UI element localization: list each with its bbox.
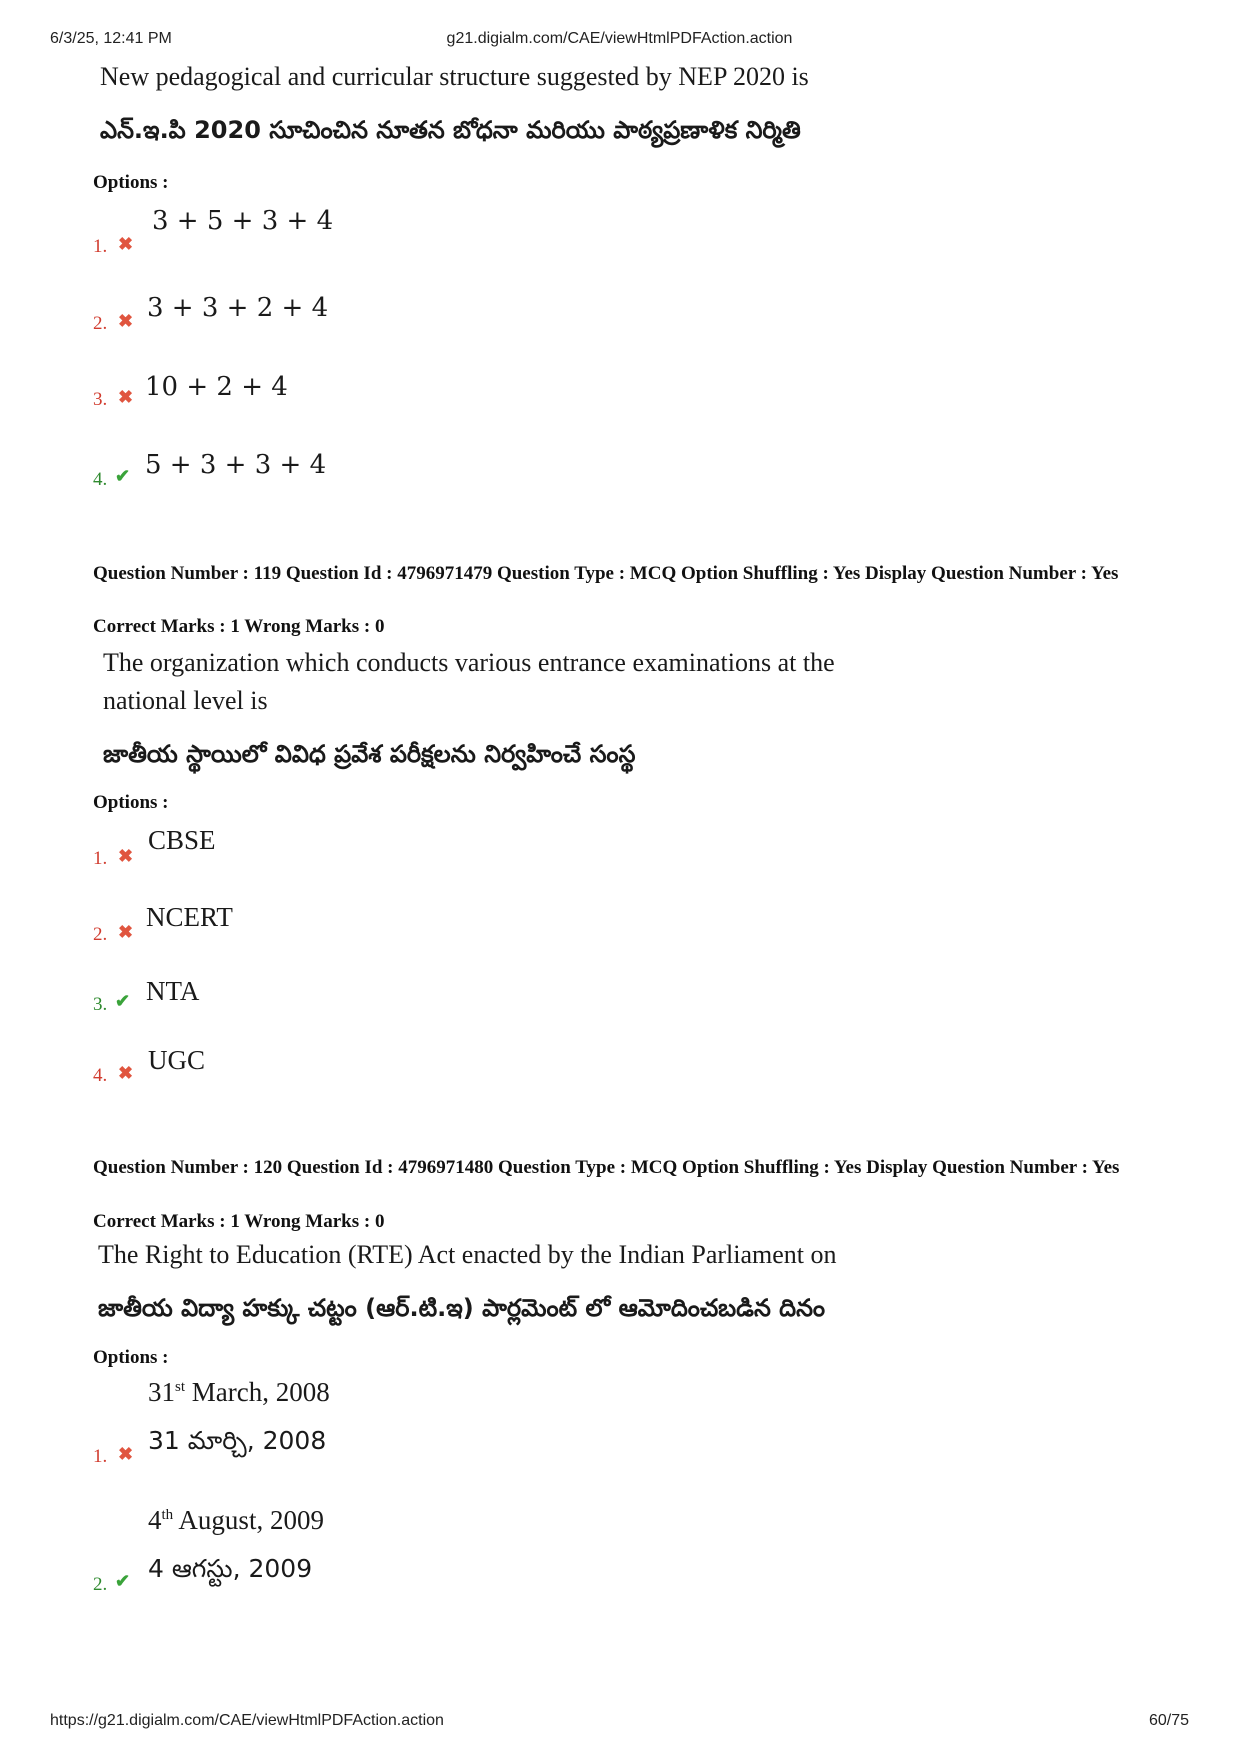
q119-option-3-number: 3. [93,994,108,1015]
q119-marks: Correct Marks : 1 Wrong Marks : 0 [93,616,385,637]
print-datetime: 6/3/25, 12:41 PM [50,30,172,47]
q118-option-4-number: 4. [93,469,108,490]
q118-options-label: Options : [93,172,169,193]
q118-option-3-number: 3. [93,389,108,410]
footer-url: https://g21.digialm.com/CAE/viewHtmlPDFAction.action [50,1712,444,1729]
correct-check-icon: ✔ [115,466,131,486]
page-number: 60/75 [1148,1712,1189,1729]
wrong-mark-icon: ✖ [118,922,134,942]
q120-text-en: The Right to Education (RTE) Act enacted by the Indian Parliament on [98,1240,837,1269]
wrong-mark-icon: ✖ [118,1444,134,1464]
wrong-mark-icon: ✖ [118,387,134,407]
q120-option-1-text-en [148,1377,330,1408]
q118-option-2-text: 3 + 3 + 2 + 4 [147,293,329,323]
q119-text-en-line1: The organization which conducts various entrance examinations at the [103,648,835,677]
q118-option-1-text: 3 + 5 + 3 + 4 [152,206,334,236]
q119-option-2-number: 2. [93,924,108,945]
q120-text-te: జాతీయ విద్యా హక్కు చట్టం (ఆర్.టి.ఇ) పార్లమెంట్ లో ఆమోదించబడిన దినం [98,1294,826,1322]
q119-options-label: Options : [93,792,169,813]
q120-option-1-number: 1. [93,1446,108,1467]
q119-option-4-text: UGC [148,1045,206,1075]
q119-text-en-line2: national level is [103,686,268,715]
wrong-mark-icon: ✖ [118,311,134,331]
q119-meta: Question Number : 119 Question Id : 4796971479 Question Type : MCQ Option Shuffling : Yes Display Question Number : Yes [93,563,1119,584]
q120-marks: Correct Marks : 1 Wrong Marks : 0 [93,1211,385,1232]
q119-option-4-number: 4. [93,1065,108,1086]
correct-check-icon: ✔ [115,1571,131,1591]
q120-meta: Question Number : 120 Question Id : 4796971480 Question Type : MCQ Option Shuffling : Yes Display Question Number : Yes [93,1157,1120,1178]
q120-option-1-rest: March, 2008 [185,1377,330,1407]
q119-option-1-text: CBSE [148,825,216,855]
q119-option-1-number: 1. [93,848,108,869]
q120-option-2-day: 4 [148,1505,162,1535]
wrong-mark-icon: ✖ [118,846,134,866]
wrong-mark-icon: ✖ [118,234,134,254]
q120-option-2-rest: August, 2009 [173,1505,324,1535]
q120-option-2-text-en [148,1505,324,1536]
wrong-mark-icon: ✖ [118,1063,134,1083]
q118-text-en: New pedagogical and curricular structure suggested by NEP 2020 is [100,62,809,91]
q120-option-1-suffix: st [175,1379,186,1395]
q120-option-2-number: 2. [93,1574,108,1595]
q120-option-1-text-te: 31 మార్చి, 2008 [148,1426,327,1455]
print-footer [50,1712,1189,1734]
q120-option-2-text-te: 4 ఆగస్టు, 2009 [148,1554,313,1583]
q119-text-te: జాతీయ స్థాయిలో వివిధ ప్రవేశ పరీక్షలను నిర్వహించే సంస్థ [103,740,636,768]
correct-check-icon: ✔ [115,991,131,1011]
q120-option-1-day: 31 [148,1377,175,1407]
q118-text-te: ఎన్.ఇ.పి 2020 సూచించిన నూతన బోధనా మరియు పాఠ్యప్రణాళిక నిర్మితి [100,116,801,144]
q118-option-2-number: 2. [93,313,108,334]
q118-option-3-text: 10 + 2 + 4 [145,372,288,402]
print-url: g21.digialm.com/CAE/viewHtmlPDFAction.action [446,30,793,47]
q118-option-4-text: 5 + 3 + 3 + 4 [145,450,327,480]
q119-option-2-text: NCERT [146,902,233,932]
q119-option-3-text: NTA [146,976,200,1006]
q118-option-1-number: 1. [93,236,108,257]
q120-option-2-suffix: th [161,1507,174,1523]
q120-options-label: Options : [93,1347,169,1368]
print-header [50,30,1189,52]
